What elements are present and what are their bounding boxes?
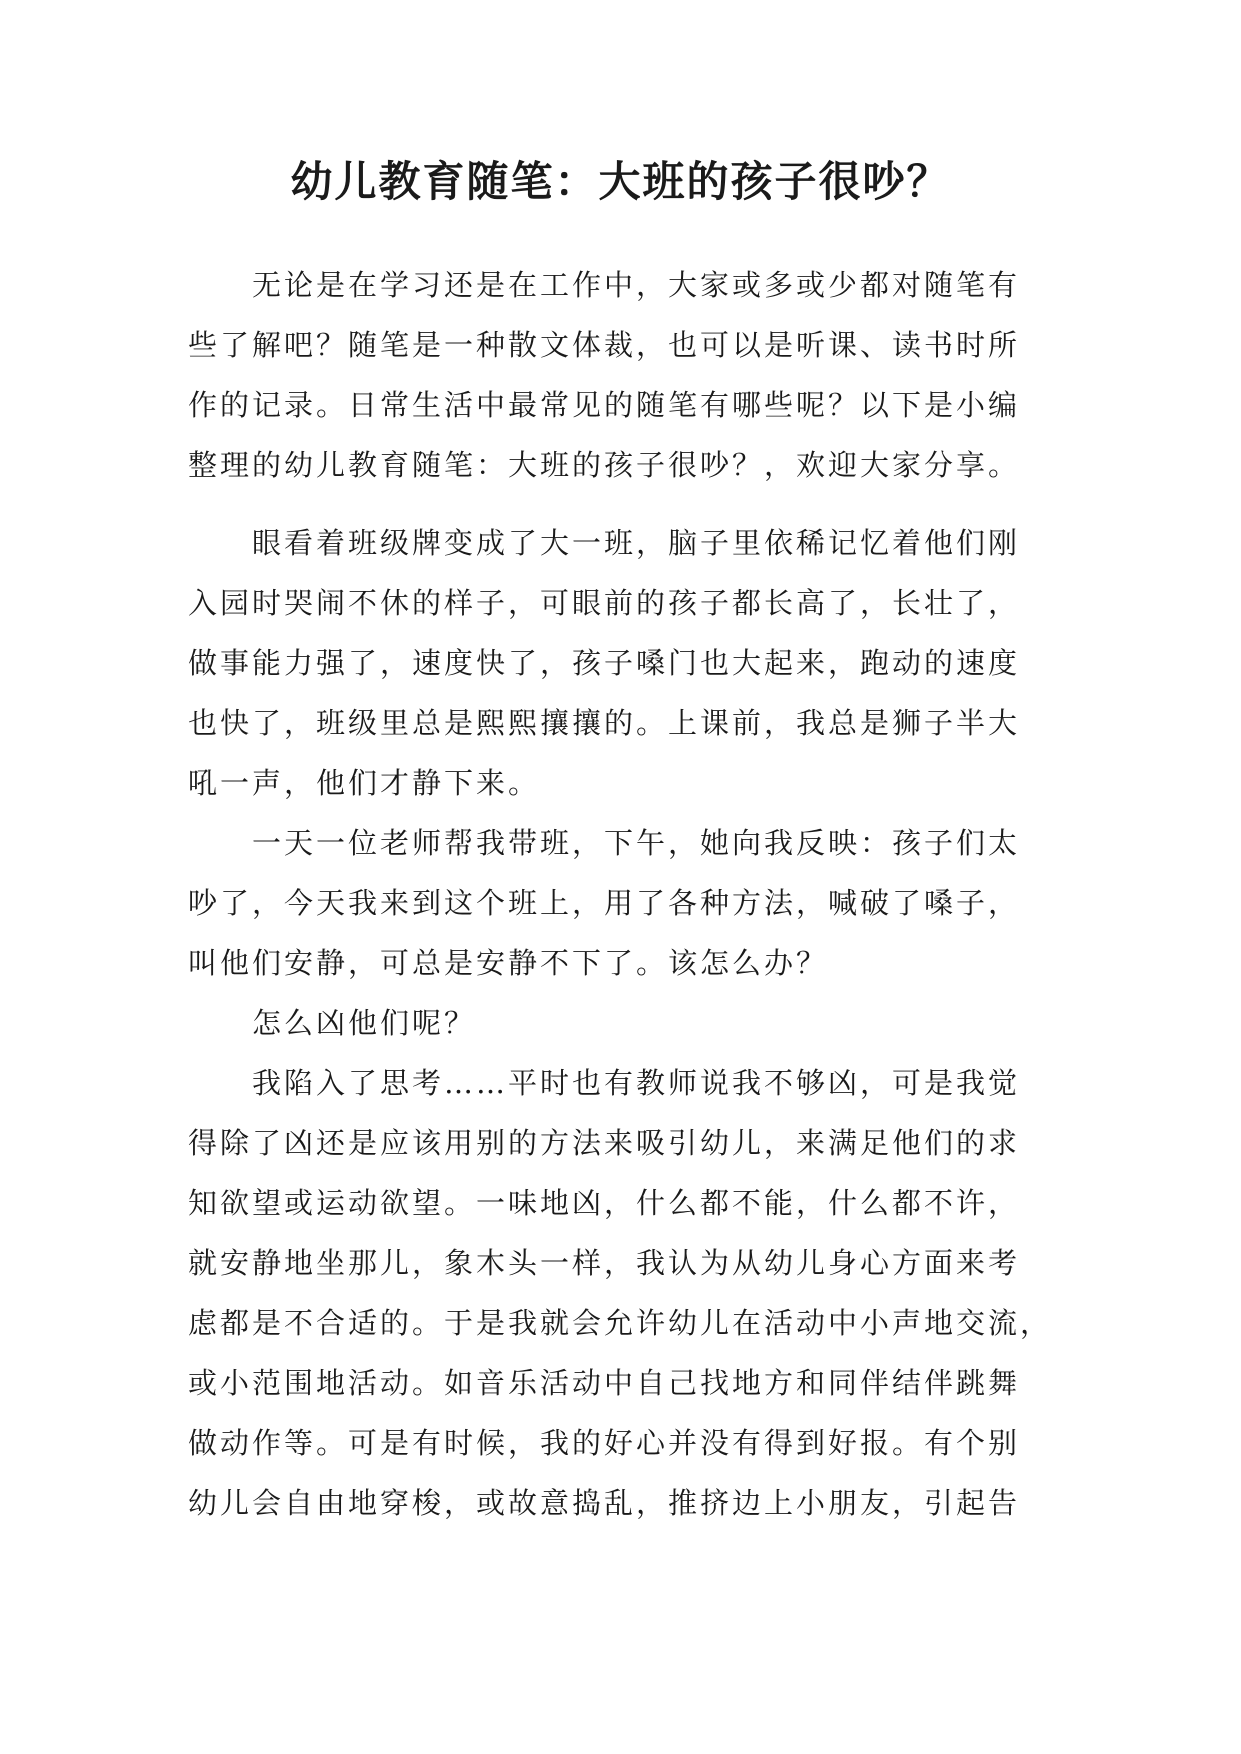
body-line: 我陷入了思考……平时也有教师说我不够凶，可是我觉: [252, 1066, 1021, 1100]
body-line: 就安静地坐那儿，象木头一样，我认为从幼儿身心方面来考: [188, 1246, 1021, 1280]
body-line: 也快了，班级里总是熙熙攘攘的。上课前，我总是狮子半大: [188, 706, 1021, 740]
intro-line: 些了解吧？随笔是一种散文体裁，也可以是听课、读书时所: [188, 328, 1021, 362]
body-line: 眼看着班级牌变成了大一班，脑子里依稀记忆着他们刚: [252, 526, 1021, 560]
article-body: [188, 513, 1053, 1533]
body-line: 知欲望或运动欲望。一味地凶，什么都不能，什么都不许，: [188, 1186, 1021, 1220]
body-line: 怎么凶他们呢？: [252, 1006, 477, 1040]
body-line: 吵了，今天我来到这个班上，用了各种方法，喊破了嗓子，: [188, 886, 1021, 920]
document-title: 幼儿教育随笔：大班的孩子很吵？: [290, 157, 951, 206]
intro-line: 作的记录。日常生活中最常见的随笔有哪些呢？以下是小编: [188, 388, 1021, 422]
intro-line: 无论是在学习还是在工作中，大家或多或少都对随笔有: [252, 268, 1021, 302]
body-line: 或小范围地活动。如音乐活动中自己找地方和同伴结伴跳舞: [188, 1366, 1021, 1400]
body-line: 入园时哭闹不休的样子，可眼前的孩子都长高了，长壮了，: [188, 586, 1021, 620]
body-line: 吼一声，他们才静下来。: [188, 766, 541, 800]
body-line: 做动作等。可是有时候，我的好心并没有得到好报。有个别: [188, 1426, 1021, 1460]
intro-line: 整理的幼儿教育随笔：大班的孩子很吵？，欢迎大家分享。: [188, 448, 1021, 482]
intro-paragraph: [188, 255, 1050, 495]
body-line: 虑都是不合适的。于是我就会允许幼儿在活动中小声地交流，: [188, 1306, 1053, 1340]
body-line: 做事能力强了，速度快了，孩子嗓门也大起来，跑动的速度: [188, 646, 1021, 680]
body-line: 叫他们安静，可总是安静不下了。该怎么办？: [188, 946, 829, 980]
body-line: 得除了凶还是应该用别的方法来吸引幼儿，来满足他们的求: [188, 1126, 1021, 1160]
body-line: 一天一位老师帮我带班，下午，她向我反映：孩子们太: [252, 826, 1021, 860]
body-line: 幼儿会自由地穿梭，或故意捣乱，推挤边上小朋友，引起告: [188, 1486, 1021, 1520]
